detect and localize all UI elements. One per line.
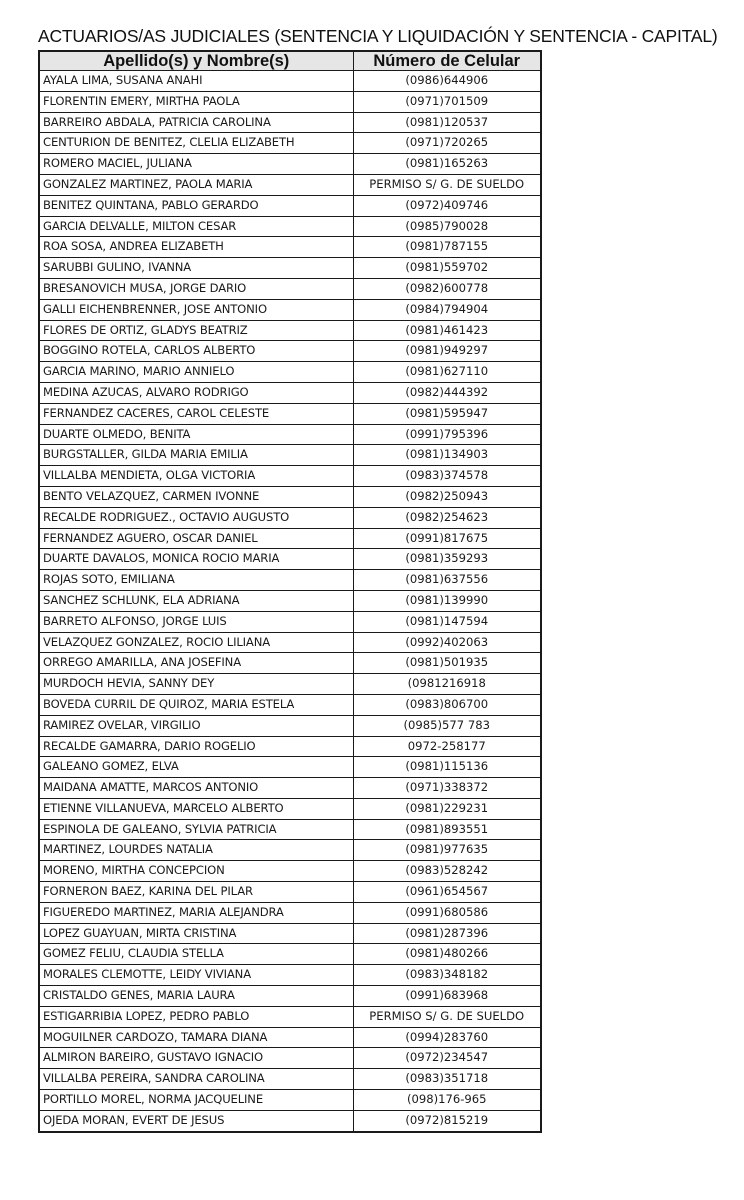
document-title: ACTUARIOS/AS JUDICIALES (SENTENCIA Y LIQUIDACIÓN Y SENTENCIA - CAPITAL) bbox=[38, 26, 718, 46]
table-row bbox=[39, 71, 541, 92]
phone-cell: (0991)680586 bbox=[353, 902, 541, 923]
table-row bbox=[39, 403, 541, 424]
phone-cell: (0981)480266 bbox=[353, 944, 541, 965]
name-cell: FLORES DE ORTIZ, GLADYS BEATRIZ bbox=[39, 320, 353, 341]
table-row bbox=[39, 1027, 541, 1048]
phone-cell: (0985)790028 bbox=[353, 216, 541, 237]
phone-cell: (0982)600778 bbox=[353, 278, 541, 299]
phone-cell: (0972)409746 bbox=[353, 195, 541, 216]
table-row bbox=[39, 91, 541, 112]
name-cell: OJEDA MORAN, EVERT DE JESUS bbox=[39, 1110, 353, 1131]
table-row bbox=[39, 362, 541, 383]
table-row bbox=[39, 528, 541, 549]
table-body bbox=[39, 71, 541, 1132]
name-cell: ESPINOLA DE GALEANO, SYLVIA PATRICIA bbox=[39, 819, 353, 840]
phone-cell: (0971)701509 bbox=[353, 91, 541, 112]
phone-cell: (0983)374578 bbox=[353, 466, 541, 487]
phone-cell: (0981)147594 bbox=[353, 611, 541, 632]
name-cell: SARUBBI GULINO, IVANNA bbox=[39, 258, 353, 279]
phone-cell: (0972)234547 bbox=[353, 1048, 541, 1069]
table-row bbox=[39, 840, 541, 861]
phone-cell: PERMISO S/ G. DE SUELDO bbox=[353, 174, 541, 195]
phone-cell: (0981)893551 bbox=[353, 819, 541, 840]
phone-cell: (0981)637556 bbox=[353, 570, 541, 591]
table-row bbox=[39, 299, 541, 320]
name-cell: BENITEZ QUINTANA, PABLO GERARDO bbox=[39, 195, 353, 216]
header-name: Apellido(s) y Nombre(s) bbox=[39, 51, 353, 71]
name-cell: MEDINA AZUCAS, ALVARO RODRIGO bbox=[39, 382, 353, 403]
phone-cell: (0985)577 783 bbox=[353, 715, 541, 736]
name-cell: AYALA LIMA, SUSANA ANAHI bbox=[39, 71, 353, 92]
phone-cell: (0981)165263 bbox=[353, 154, 541, 175]
phone-cell: (0983)528242 bbox=[353, 861, 541, 882]
table-row bbox=[39, 1006, 541, 1027]
phone-cell: (0981216918 bbox=[353, 674, 541, 695]
name-cell: BURGSTALLER, GILDA MARIA EMILIA bbox=[39, 445, 353, 466]
name-cell: GALEANO GOMEZ, ELVA bbox=[39, 757, 353, 778]
name-cell: PORTILLO MOREL, NORMA JACQUELINE bbox=[39, 1090, 353, 1111]
name-cell: FERNANDEZ CACERES, CAROL CELESTE bbox=[39, 403, 353, 424]
phone-cell: (0981)949297 bbox=[353, 341, 541, 362]
table-row bbox=[39, 570, 541, 591]
name-cell: VILLALBA PEREIRA, SANDRA CAROLINA bbox=[39, 1069, 353, 1090]
phone-cell: (0981)120537 bbox=[353, 112, 541, 133]
name-cell: BARREIRO ABDALA, PATRICIA CAROLINA bbox=[39, 112, 353, 133]
name-cell: GARCIA MARINO, MARIO ANNIELO bbox=[39, 362, 353, 383]
table-row bbox=[39, 757, 541, 778]
phone-cell: (0981)787155 bbox=[353, 237, 541, 258]
name-cell: FLORENTIN EMERY, MIRTHA PAOLA bbox=[39, 91, 353, 112]
table-row bbox=[39, 882, 541, 903]
table-row bbox=[39, 694, 541, 715]
table-row bbox=[39, 133, 541, 154]
name-cell: DUARTE OLMEDO, BENITA bbox=[39, 424, 353, 445]
name-cell: ESTIGARRIBIA LOPEZ, PEDRO PABLO bbox=[39, 1006, 353, 1027]
table-row bbox=[39, 902, 541, 923]
phone-cell: (0972)815219 bbox=[353, 1110, 541, 1131]
table-row bbox=[39, 216, 541, 237]
phone-cell: (0981)977635 bbox=[353, 840, 541, 861]
name-cell: FORNERON BAEZ, KARINA DEL PILAR bbox=[39, 882, 353, 903]
phone-cell: (0981)229231 bbox=[353, 798, 541, 819]
phone-cell: (0981)359293 bbox=[353, 549, 541, 570]
name-cell: ALMIRON BAREIRO, GUSTAVO IGNACIO bbox=[39, 1048, 353, 1069]
table-row bbox=[39, 507, 541, 528]
name-cell: BENTO VELAZQUEZ, CARMEN IVONNE bbox=[39, 486, 353, 507]
table-row bbox=[39, 965, 541, 986]
header-phone: Número de Celular bbox=[353, 51, 541, 71]
table-row bbox=[39, 445, 541, 466]
phone-cell: (0981)461423 bbox=[353, 320, 541, 341]
table-row bbox=[39, 778, 541, 799]
table-row bbox=[39, 632, 541, 653]
table-row bbox=[39, 174, 541, 195]
table-row bbox=[39, 590, 541, 611]
phone-cell: (0971)720265 bbox=[353, 133, 541, 154]
name-cell: BOVEDA CURRIL DE QUIROZ, MARIA ESTELA bbox=[39, 694, 353, 715]
name-cell: VELAZQUEZ GONZALEZ, ROCIO LILIANA bbox=[39, 632, 353, 653]
table-row bbox=[39, 320, 541, 341]
phone-cell: (0981)501935 bbox=[353, 653, 541, 674]
name-cell: ROJAS SOTO, EMILIANA bbox=[39, 570, 353, 591]
name-cell: MOGUILNER CARDOZO, TAMARA DIANA bbox=[39, 1027, 353, 1048]
phone-cell: (0981)115136 bbox=[353, 757, 541, 778]
table-row bbox=[39, 424, 541, 445]
table-row bbox=[39, 1069, 541, 1090]
table-row bbox=[39, 195, 541, 216]
table-row bbox=[39, 1090, 541, 1111]
phone-cell: (0991)795396 bbox=[353, 424, 541, 445]
phone-cell: (0982)250943 bbox=[353, 486, 541, 507]
name-cell: DUARTE DAVALOS, MONICA ROCIO MARIA bbox=[39, 549, 353, 570]
phone-cell: PERMISO S/ G. DE SUELDO bbox=[353, 1006, 541, 1027]
phone-cell: (0992)402063 bbox=[353, 632, 541, 653]
phone-cell: 0972-258177 bbox=[353, 736, 541, 757]
phone-cell: (0984)794904 bbox=[353, 299, 541, 320]
contacts-table bbox=[38, 50, 542, 1133]
table-header-row bbox=[39, 51, 541, 71]
table-row bbox=[39, 944, 541, 965]
table-row bbox=[39, 278, 541, 299]
phone-cell: (0981)627110 bbox=[353, 362, 541, 383]
table-row bbox=[39, 986, 541, 1007]
table-row bbox=[39, 1048, 541, 1069]
table-row bbox=[39, 923, 541, 944]
name-cell: RECALDE RODRIGUEZ., OCTAVIO AUGUSTO bbox=[39, 507, 353, 528]
table-row bbox=[39, 1110, 541, 1131]
name-cell: GOMEZ FELIU, CLAUDIA STELLA bbox=[39, 944, 353, 965]
table-row bbox=[39, 798, 541, 819]
name-cell: SANCHEZ SCHLUNK, ELA ADRIANA bbox=[39, 590, 353, 611]
phone-cell: (0991)683968 bbox=[353, 986, 541, 1007]
table-row bbox=[39, 736, 541, 757]
table-row bbox=[39, 237, 541, 258]
table-row bbox=[39, 258, 541, 279]
phone-cell: (0981)287396 bbox=[353, 923, 541, 944]
name-cell: VILLALBA MENDIETA, OLGA VICTORIA bbox=[39, 466, 353, 487]
table-row bbox=[39, 112, 541, 133]
name-cell: CRISTALDO GENES, MARIA LAURA bbox=[39, 986, 353, 1007]
name-cell: GONZALEZ MARTINEZ, PAOLA MARIA bbox=[39, 174, 353, 195]
phone-cell: (0971)338372 bbox=[353, 778, 541, 799]
phone-cell: (0986)644906 bbox=[353, 71, 541, 92]
table-row bbox=[39, 341, 541, 362]
phone-cell: (0981)559702 bbox=[353, 258, 541, 279]
table-row bbox=[39, 861, 541, 882]
phone-cell: (0982)254623 bbox=[353, 507, 541, 528]
name-cell: FERNANDEZ AGUERO, OSCAR DANIEL bbox=[39, 528, 353, 549]
phone-cell: (098)176-965 bbox=[353, 1090, 541, 1111]
table-row bbox=[39, 486, 541, 507]
name-cell: FIGUEREDO MARTINEZ, MARIA ALEJANDRA bbox=[39, 902, 353, 923]
phone-cell: (0961)654567 bbox=[353, 882, 541, 903]
table-row bbox=[39, 653, 541, 674]
name-cell: ROA SOSA, ANDREA ELIZABETH bbox=[39, 237, 353, 258]
phone-cell: (0982)444392 bbox=[353, 382, 541, 403]
name-cell: MAIDANA AMATTE, MARCOS ANTONIO bbox=[39, 778, 353, 799]
phone-cell: (0994)283760 bbox=[353, 1027, 541, 1048]
table-row bbox=[39, 715, 541, 736]
name-cell: GARCIA DELVALLE, MILTON CESAR bbox=[39, 216, 353, 237]
table-row bbox=[39, 549, 541, 570]
phone-cell: (0983)351718 bbox=[353, 1069, 541, 1090]
name-cell: GALLI EICHENBRENNER, JOSE ANTONIO bbox=[39, 299, 353, 320]
table-row bbox=[39, 154, 541, 175]
name-cell: BARRETO ALFONSO, JORGE LUIS bbox=[39, 611, 353, 632]
name-cell: BRESANOVICH MUSA, JORGE DARIO bbox=[39, 278, 353, 299]
table-row bbox=[39, 674, 541, 695]
name-cell: MURDOCH HEVIA, SANNY DEY bbox=[39, 674, 353, 695]
table-row bbox=[39, 819, 541, 840]
phone-cell: (0981)134903 bbox=[353, 445, 541, 466]
name-cell: MARTINEZ, LOURDES NATALIA bbox=[39, 840, 353, 861]
name-cell: CENTURION DE BENITEZ, CLELIA ELIZABETH bbox=[39, 133, 353, 154]
name-cell: ETIENNE VILLANUEVA, MARCELO ALBERTO bbox=[39, 798, 353, 819]
phone-cell: (0983)806700 bbox=[353, 694, 541, 715]
name-cell: ROMERO MACIEL, JULIANA bbox=[39, 154, 353, 175]
name-cell: ORREGO AMARILLA, ANA JOSEFINA bbox=[39, 653, 353, 674]
phone-cell: (0983)348182 bbox=[353, 965, 541, 986]
name-cell: RAMIREZ OVELAR, VIRGILIO bbox=[39, 715, 353, 736]
name-cell: LOPEZ GUAYUAN, MIRTA CRISTINA bbox=[39, 923, 353, 944]
name-cell: MORENO, MIRTHA CONCEPCION bbox=[39, 861, 353, 882]
table-row bbox=[39, 466, 541, 487]
phone-cell: (0981)139990 bbox=[353, 590, 541, 611]
name-cell: RECALDE GAMARRA, DARIO ROGELIO bbox=[39, 736, 353, 757]
name-cell: MORALES CLEMOTTE, LEIDY VIVIANA bbox=[39, 965, 353, 986]
phone-cell: (0981)595947 bbox=[353, 403, 541, 424]
name-cell: BOGGINO ROTELA, CARLOS ALBERTO bbox=[39, 341, 353, 362]
table-row bbox=[39, 382, 541, 403]
phone-cell: (0991)817675 bbox=[353, 528, 541, 549]
table-row bbox=[39, 611, 541, 632]
